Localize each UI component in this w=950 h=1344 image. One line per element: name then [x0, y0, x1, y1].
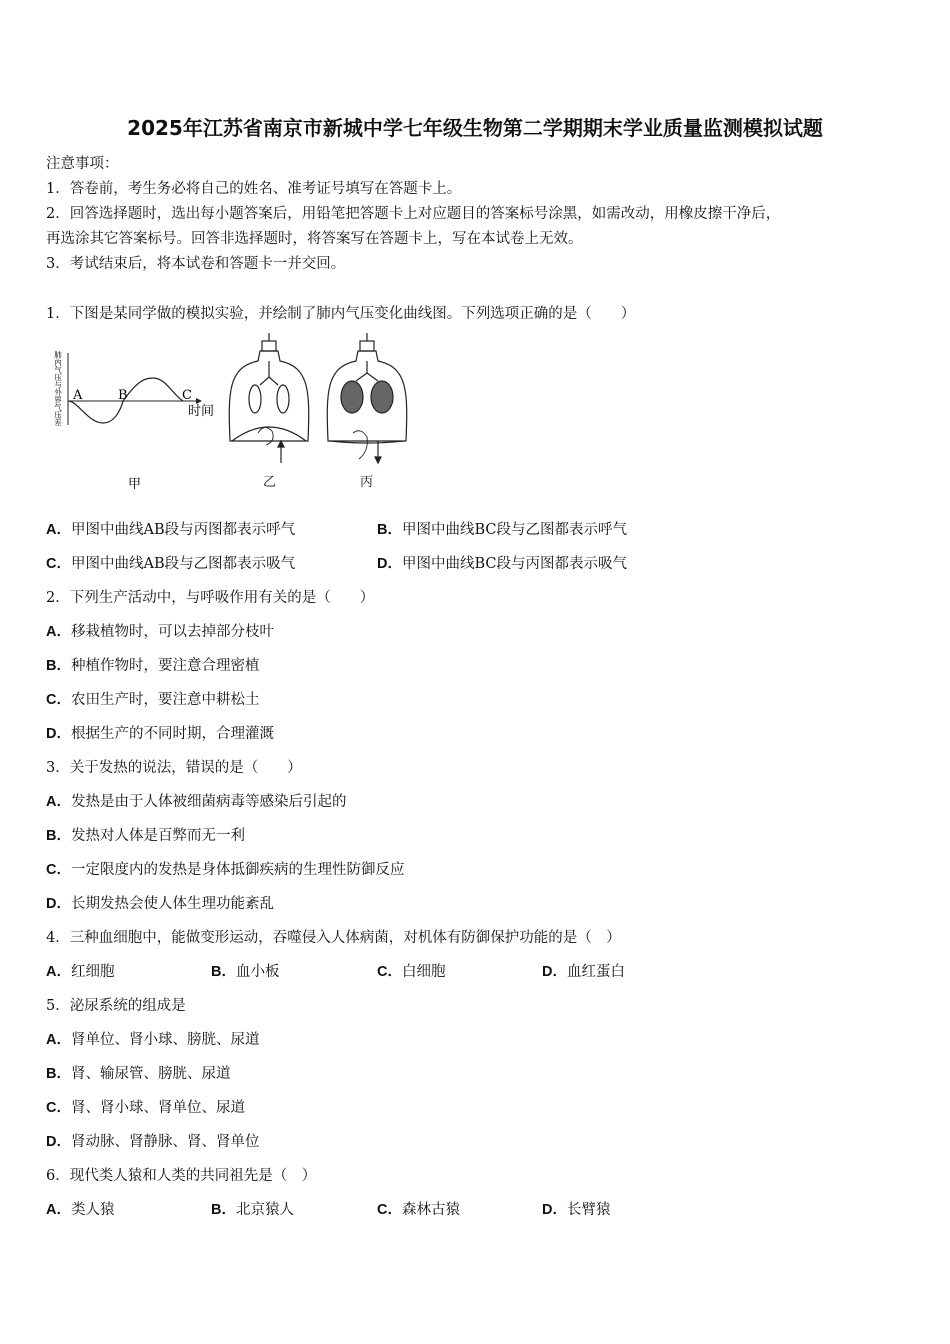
graph-point-a: A — [73, 388, 83, 403]
question-5-option-b — [46, 1062, 230, 1083]
bell-jar-model-bing — [327, 333, 406, 490]
question-3-option-d — [46, 892, 274, 913]
option-text: 发热对人体是百弊而无一利 — [70, 828, 245, 844]
figure-caption-yi: 乙 — [263, 475, 277, 490]
figure-caption-bing: 丙 — [360, 475, 374, 490]
option-letter: C． — [377, 964, 402, 980]
option-text: 肾动脉、肾静脉、肾、肾单位 — [70, 1134, 260, 1150]
option-letter: A． — [46, 1032, 71, 1048]
question-5-stem: 5．泌尿系统的组成是 — [46, 998, 186, 1014]
option-letter: D． — [46, 1134, 71, 1150]
option-letter: B． — [46, 658, 71, 674]
question-2-stem: 2．下列生产活动中，与呼吸作用有关的是（ ） — [46, 590, 375, 606]
option-letter: A． — [46, 794, 71, 810]
question-2-option-d — [46, 722, 274, 743]
option-text: 类人猿 — [70, 1202, 115, 1218]
option-letter: C． — [46, 556, 71, 572]
question-2-option-a — [46, 620, 274, 641]
question-1-stem: 1．下图是某同学做的模拟实验，并绘制了肺内气压变化曲线图。下列选项正确的是（ ） — [46, 306, 636, 322]
question-3-option-a — [46, 790, 346, 811]
option-text: 血红蛋白 — [566, 964, 625, 980]
notes-item: 1．答卷前，考生务必将自己的姓名、准考证号填写在答题卡上。 — [46, 181, 462, 197]
option-text: 肾、肾小球、肾单位、尿道 — [70, 1100, 245, 1116]
option-text: 一定限度内的发热是身体抵御疾病的生理性防御反应 — [70, 862, 405, 878]
graph-point-b: B — [118, 388, 128, 403]
question-5-option-a — [46, 1028, 259, 1049]
option-letter: D． — [377, 556, 402, 572]
option-text: 红细胞 — [70, 964, 115, 980]
option-letter: C． — [377, 1202, 402, 1218]
option-letter: C． — [46, 1100, 71, 1116]
notes-heading: 注意事项： — [46, 156, 119, 172]
option-letter: D． — [46, 896, 71, 912]
question-3-option-b — [46, 824, 245, 845]
option-text: 甲图中曲线BC段与丙图都表示吸气 — [401, 556, 628, 572]
pressure-curve-graph — [53, 350, 214, 492]
graph-point-c: C — [182, 388, 192, 403]
question-3-option-c — [46, 858, 404, 879]
option-text: 北京猿人 — [235, 1202, 294, 1218]
figure-caption-jia: 甲 — [128, 477, 142, 492]
option-text: 甲图中曲线AB段与丙图都表示呼气 — [70, 522, 296, 538]
option-letter: A． — [46, 522, 71, 538]
question-5-option-c — [46, 1096, 245, 1117]
option-letter: A． — [46, 1202, 71, 1218]
option-text: 森林古猿 — [401, 1202, 460, 1218]
option-letter: B． — [211, 1202, 236, 1218]
graph-x-axis-label: 时间 — [188, 404, 215, 419]
question-5-option-d — [46, 1130, 259, 1151]
question-3-stem: 3．关于发热的说法，错误的是（ ） — [46, 760, 302, 776]
option-text: 肾单位、肾小球、膀胱、尿道 — [70, 1032, 260, 1048]
option-text: 长期发热会使人体生理功能紊乱 — [70, 896, 274, 912]
option-text: 甲图中曲线BC段与乙图都表示呼气 — [401, 522, 628, 538]
option-letter: D． — [542, 1202, 567, 1218]
option-text: 甲图中曲线AB段与乙图都表示吸气 — [70, 556, 296, 572]
option-letter: B． — [46, 828, 71, 844]
question-4-stem: 4．三种血细胞中，能做变形运动，吞噬侵入人体病菌，对机体有防御保护功能的是（ ） — [46, 930, 621, 946]
question-2-option-b — [46, 654, 259, 675]
option-letter: D． — [542, 964, 567, 980]
option-text: 血小板 — [235, 964, 280, 980]
option-text: 移栽植物时，可以去掉部分枝叶 — [70, 624, 274, 640]
option-text: 发热是由于人体被细菌病毒等感染后引起的 — [70, 794, 347, 810]
option-text: 长臂猿 — [566, 1202, 611, 1218]
bell-jar-model-yi — [229, 333, 308, 490]
option-letter: C． — [46, 862, 71, 878]
option-text: 种植作物时，要注意合理密植 — [70, 658, 260, 674]
graph-y-axis-label: 肺内气压与外界气压差 — [53, 351, 63, 426]
notes-item: 3．考试结束后，将本试卷和答题卡一并交回。 — [46, 256, 346, 272]
option-letter: A． — [46, 964, 71, 980]
option-letter: B． — [46, 1066, 71, 1082]
page-title: 2025年江苏省南京市新城中学七年级生物第二学期期末学业质量监测模拟试题 — [127, 116, 823, 140]
option-text: 农田生产时，要注意中耕松土 — [70, 692, 260, 708]
option-letter: D． — [46, 726, 71, 742]
option-letter: A． — [46, 624, 71, 640]
question-2-option-c — [46, 688, 259, 709]
option-letter: B． — [377, 522, 402, 538]
question-1-figure — [48, 333, 428, 493]
option-letter: B． — [211, 964, 236, 980]
option-text: 肾、输尿管、膀胱、尿道 — [70, 1066, 231, 1082]
question-6-stem: 6．现代类人猿和人类的共同祖先是（ ） — [46, 1168, 317, 1184]
option-text: 白细胞 — [401, 964, 446, 980]
notes-item: 2．回答选择题时，选出每小题答案后，用铅笔把答题卡上对应题目的答案标号涂黑，如需改动，用橡皮擦干净后， — [46, 206, 781, 222]
option-text: 根据生产的不同时期，合理灌溉 — [70, 726, 274, 742]
option-letter: C． — [46, 692, 71, 708]
notes-item: 再选涂其它答案标号。回答非选择题时，将答案写在答题卡上，写在本试卷上无效。 — [46, 231, 583, 247]
